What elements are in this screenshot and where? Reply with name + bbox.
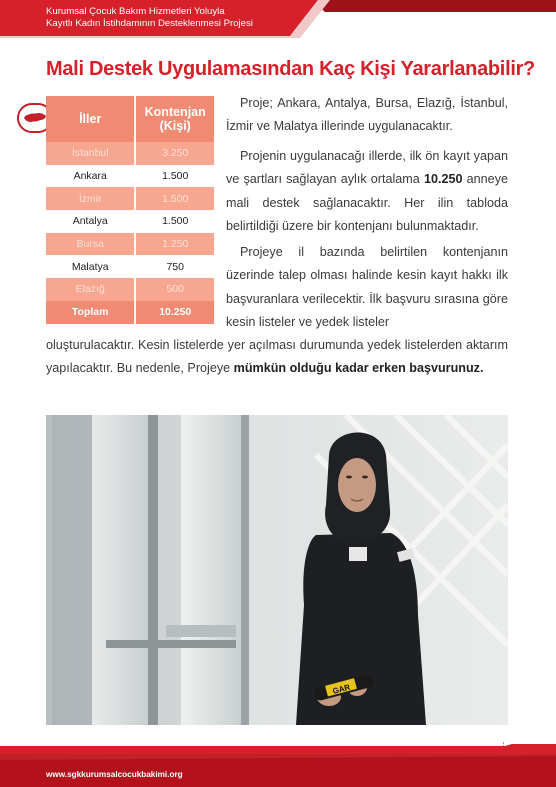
province-cell: Antalya [46, 210, 135, 233]
province-cell: Malatya [46, 255, 135, 278]
column-header-quota [135, 96, 214, 142]
total-value-cell: 10.250 [135, 301, 214, 324]
table-row [46, 210, 214, 233]
paragraph-quota-rule-continued [46, 334, 508, 381]
paragraph-support-text-2: anneye mali destek sağlanacaktır. Her ilin tabloda belirtildiği üzere bir kontenjanı bulunmaktadır. [226, 172, 508, 233]
province-cell: İstanbul [46, 142, 135, 165]
province-cell: Elazığ [46, 278, 135, 301]
footer-band [0, 744, 556, 787]
quota-cell: 750 [135, 255, 214, 278]
quota-cell: 1.500 [135, 187, 214, 210]
quota-cell: 1.500 [135, 210, 214, 233]
page-title: Mali Destek Uygulamasından Kaç Kişi Yararlanabilir? [46, 58, 535, 80]
paragraph-call-to-action: mümkün olduğu kadar erken başvurunuz. [233, 361, 484, 376]
project-title [46, 6, 253, 30]
security-guard-photo [46, 415, 508, 725]
footer-shape [0, 744, 556, 787]
total-label-cell: Toplam [46, 301, 135, 324]
table-row [46, 165, 214, 188]
paragraph-quota-rule-text: oluşturulacaktır. Kesin listelerde yer açılması durumunda yedek listelerden aktarım yapılacaktır. Bu nedenle, Projeye [46, 338, 508, 376]
quota-cell: 3.250 [135, 142, 214, 165]
quota-table [46, 96, 214, 324]
province-cell: Ankara [46, 165, 135, 188]
table-row [46, 233, 214, 256]
table-row [46, 278, 214, 301]
paragraph-support-text-1: Projenin uygulanacağı illerde, ilk ön kayıt yapan ve şartları sağlayan aylık ortalama [226, 149, 508, 187]
province-cell: Bursa [46, 233, 135, 256]
table-row [46, 255, 214, 278]
column-header-province: İller [46, 96, 135, 142]
province-cell: İzmir [46, 187, 135, 210]
quota-cell: 500 [135, 278, 214, 301]
table-total-row [46, 301, 214, 324]
header-band [0, 0, 556, 40]
paragraph-support [226, 145, 508, 238]
footer-url-link[interactable]: www.sgkkurumsalcocukbakimi.org [46, 770, 183, 779]
table-header-row [46, 96, 214, 142]
table-row [46, 187, 214, 210]
paragraph-quota-rule: Projeye il bazında belirtilen kontenjanın üzerinde talep olması halinde kesin kayıt hakkı ilk başvuranlara verilecektir. İlk başvuru sırasına göre kesin listeler ve yedek listeler [226, 245, 508, 329]
quota-cell: 1.500 [135, 165, 214, 188]
table-row [46, 142, 214, 165]
project-title-line-1: Kurumsal Çocuk Bakım Hizmetleri Yoluyla [46, 6, 225, 17]
column-header-quota-label: Kontenjan (Kişi) [144, 105, 206, 133]
paragraph-provinces: Proje; Ankara, Antalya, Bursa, Elazığ, İstanbul, İzmir ve Malatya illerinde uygulanacaktır. [226, 96, 508, 134]
project-title-line-2: Kayıtlı Kadın İstihdamının Desteklenmesi Projesi [46, 18, 253, 29]
quota-cell: 1.250 [135, 233, 214, 256]
detector-label: GAR [331, 682, 352, 696]
paragraph-support-highlight: 10.250 [423, 172, 463, 187]
